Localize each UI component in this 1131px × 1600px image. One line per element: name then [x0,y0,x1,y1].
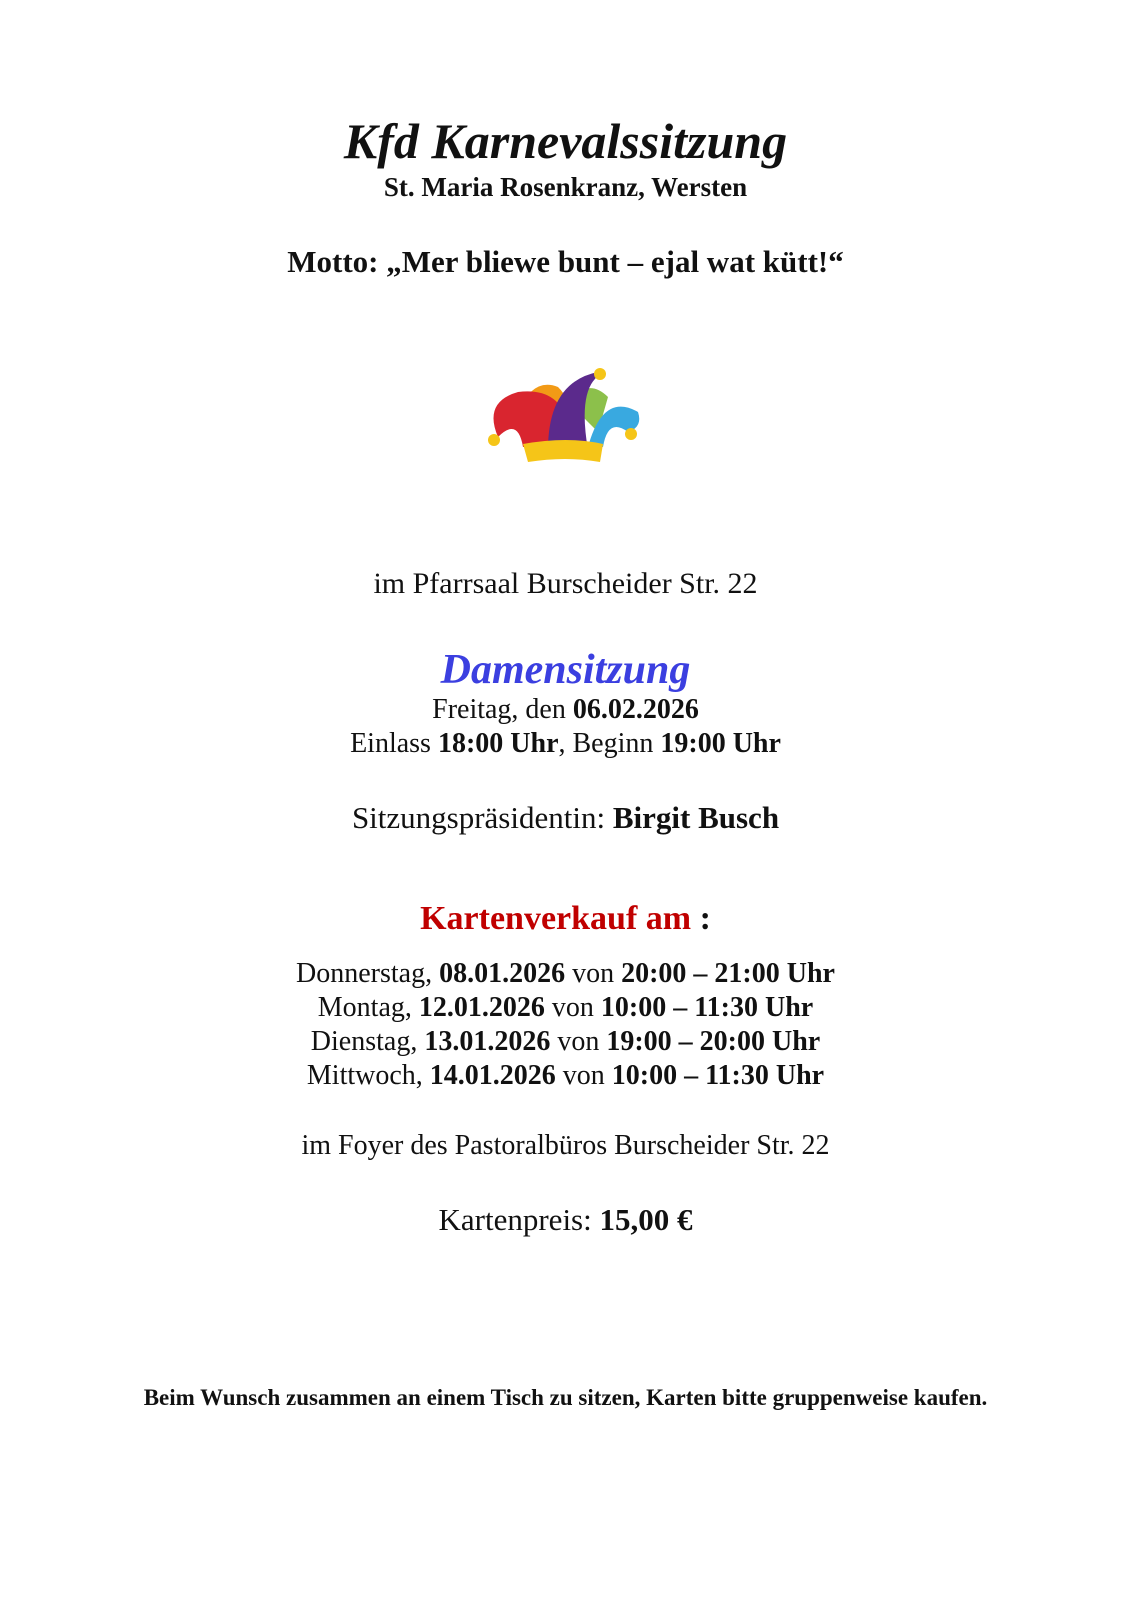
venue: im Pfarrsaal Burscheider Str. 22 [373,567,758,600]
sale-date: Donnerstag, 08.01.2026 von 20:00 – 21:00 Uhr [296,958,835,989]
sale-date: Mittwoch, 14.01.2026 von 10:00 – 11:30 Uhr [306,1060,825,1091]
motto: Motto: „Mer bliewe bunt – ejal wat kütt!“ [287,244,844,279]
event-times: Einlass 18:00 Uhr, Beginn 19:00 Uhr [350,728,781,759]
event-date: Freitag, den 06.02.2026 [432,694,699,725]
ticket-sale-heading: Kartenverkauf am : [420,900,711,937]
flyer-title: Kfd Karnevalssitzung [343,113,788,169]
sale-date: Montag, 12.01.2026 von 10:00 – 11:30 Uhr [317,992,814,1023]
sale-date: Dienstag, 13.01.2026 von 19:00 – 20:00 Uhr [310,1026,821,1057]
jester-hat-icon [478,362,648,472]
sale-location: im Foyer des Pastoralbüros Burscheider Str. 22 [301,1130,830,1161]
group-note: Beim Wunsch zusammen an einem Tisch zu sitzen, Karten bitte gruppenweise kaufen. [143,1385,988,1410]
president: Sitzungspräsidentin: Birgit Busch [351,800,780,835]
ticket-price: Kartenpreis: 15,00 € [438,1202,693,1237]
event-name: Damensitzung [440,647,691,693]
parish-subtitle: St. Maria Rosenkranz, Wersten [383,172,748,202]
